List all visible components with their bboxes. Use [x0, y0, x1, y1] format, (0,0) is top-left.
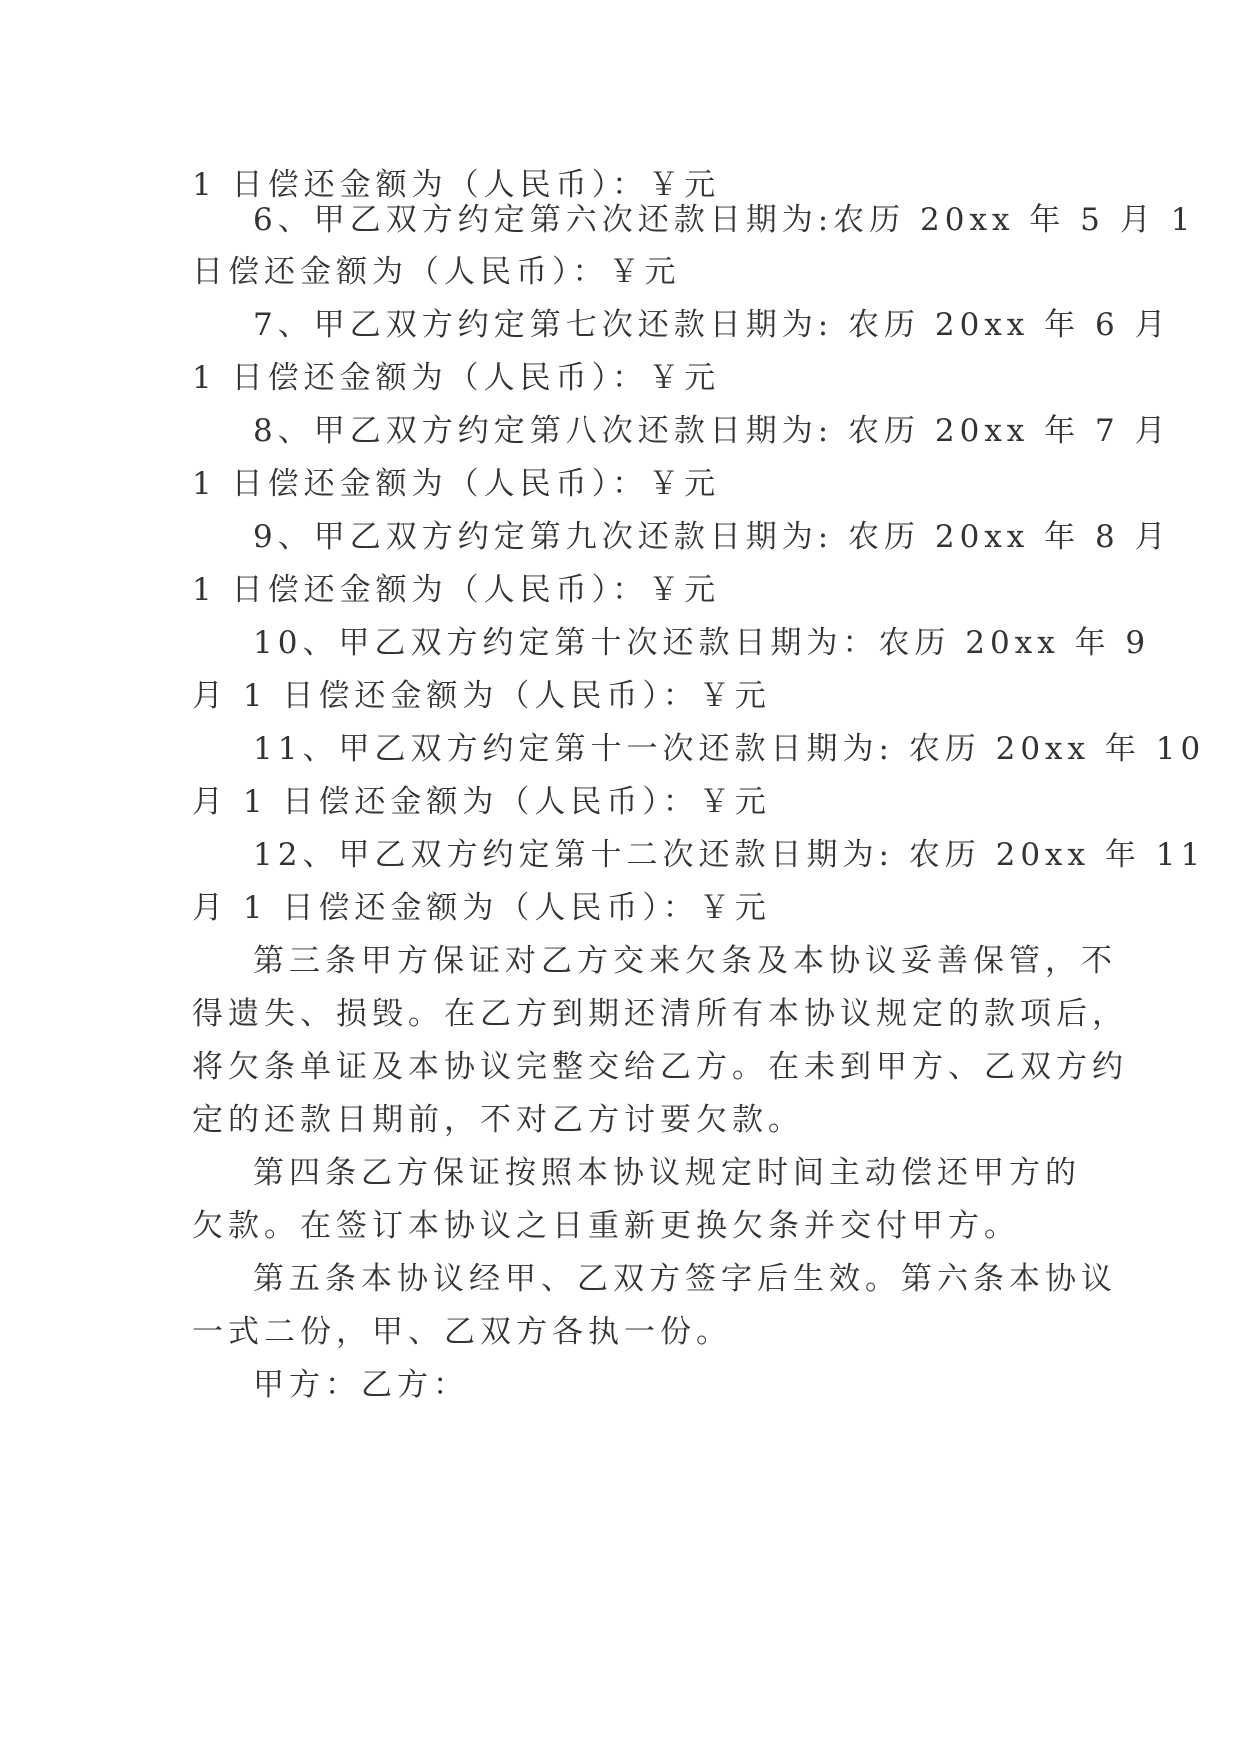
text-line: 1 日偿还金额为（人民币）：￥元 — [192, 572, 721, 608]
text-line: 11、甲乙双方约定第十一次还款日期为: 农历 20xx 年 10 — [253, 731, 1206, 767]
text-line: 第四条乙方保证按照本协议规定时间主动偿还甲方的 — [253, 1155, 1081, 1191]
text-line: 一式二份，甲、乙双方各执一份。 — [192, 1314, 732, 1350]
text-line: 第五条本协议经甲、乙双方签字后生效。第六条本协议 — [253, 1261, 1117, 1297]
text-line: 甲方：乙方： — [253, 1367, 469, 1403]
text-line: 第三条甲方保证对乙方交来欠条及本协议妥善保管，不 — [253, 943, 1117, 979]
text-line: 月 1 日偿还金额为（人民币）：￥元 — [192, 890, 771, 926]
text-line: 月 1 日偿还金额为（人民币）：￥元 — [192, 678, 771, 714]
text-line: 欠款。在签订本协议之日重新更换欠条并交付甲方。 — [192, 1208, 1020, 1244]
text-line: 1 日偿还金额为（人民币）：￥元 — [192, 466, 721, 502]
text-line: 1 日偿还金额为（人民币）：￥元 — [192, 167, 721, 203]
text-line: 7、甲乙双方约定第七次还款日期为: 农历 20xx 年 6 月 — [253, 307, 1171, 343]
text-line: 9、甲乙双方约定第九次还款日期为: 农历 20xx 年 8 月 — [253, 519, 1171, 555]
text-line: 将欠条单证及本协议完整交给乙方。在未到甲方、乙双方约 — [192, 1049, 1128, 1085]
text-line: 月 1 日偿还金额为（人民币）：￥元 — [192, 784, 771, 820]
text-line: 10、甲乙双方约定第十次还款日期为：农历 20xx 年 9 — [253, 625, 1151, 661]
text-line: 定的还款日期前，不对乙方讨要欠款。 — [192, 1102, 804, 1138]
text-line: 6、甲乙双方约定第六次还款日期为:农历 20xx 年 5 月 1 — [253, 202, 1196, 238]
text-line: 12、甲乙双方约定第十二次还款日期为: 农历 20xx 年 11 — [253, 837, 1206, 873]
text-line: 日偿还金额为（人民币）：￥元 — [192, 254, 681, 290]
text-line: 8、甲乙双方约定第八次还款日期为: 农历 20xx 年 7 月 — [253, 413, 1171, 449]
text-line: 1 日偿还金额为（人民币）：￥元 — [192, 360, 721, 396]
text-line: 得遗失、损毁。在乙方到期还清所有本协议规定的款项后， — [192, 996, 1128, 1032]
